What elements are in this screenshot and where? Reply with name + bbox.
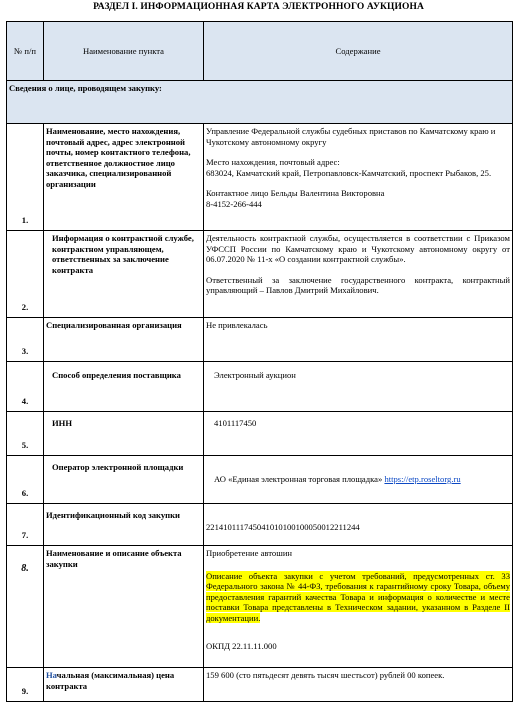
row-content: 159 600 (сто пятьдесят девять тысяч шестьсот) рублей 00 копеек.	[204, 668, 513, 702]
document-title: РАЗДЕЛ I. ИНФОРМАЦИОННАЯ КАРТА ЭЛЕКТРОННОГО АУКЦИОНА	[93, 2, 424, 12]
row-number: 7.	[21, 529, 29, 540]
contact-person: Контактное лицо Бельды Валентина Викторовна	[206, 188, 385, 198]
table-row	[7, 504, 513, 546]
row-name: Специализированная организация	[44, 318, 204, 362]
okpd-code: ОКПД 22.11.11.000	[206, 641, 277, 651]
row-content	[204, 456, 513, 504]
table-row	[7, 412, 513, 456]
object-title: Приобретение автошин	[206, 548, 293, 558]
table-row	[7, 456, 513, 504]
row-content: 221410111745041010100100050012211244	[204, 504, 513, 546]
table-row	[7, 124, 513, 231]
row-name-rest: чальная (максимальная) цена контракта	[46, 670, 175, 691]
header-content: Содержание	[204, 22, 513, 81]
row-name: ИНН	[44, 412, 204, 456]
contract-service-text: Деятельность контрактной службы, осуществляется в соответствии с Приказом УФССП России по Камчатскому краю и Чукотскому автономному округу от 06.07.2020 № 11-х «О создании контрактной службы».	[206, 233, 510, 264]
table-row	[7, 668, 513, 702]
info-card-table	[6, 21, 513, 702]
row-number: 1.	[21, 214, 29, 225]
address-label: Место нахождения, почтовый адрес:	[206, 157, 340, 167]
object-description: Описание объекта закупки с учетом требований, предусмотренных ст. 33 Федерального закона № 44-ФЗ, требования к гарантийному сроку Товара, объему предоставления гарантий качества Товара и информация о количестве и месте поставки Товара представлены в Техническом задании, указанном в Разделе II документации.	[206, 570, 510, 623]
customer-org: Управление Федеральной службы судебных приставов по Камчатскому краю и Чукотскому автономному округу	[206, 126, 496, 147]
row-number: 9.	[21, 685, 29, 696]
row-name: Информация о контрактной службе, контрактном управляющем, ответственных за заключение контракта	[44, 231, 204, 318]
header-num: № п/п	[7, 22, 44, 81]
header-name: Наименование пункта	[44, 22, 204, 81]
row-name: Оператор электронной площадки	[44, 456, 204, 504]
table-row	[7, 362, 513, 412]
row-content: 4101117450	[204, 412, 513, 456]
section-row	[7, 81, 513, 124]
section-title: Сведения о лице, проводящем закупку:	[7, 81, 513, 124]
row-content: Не привлекалась	[204, 318, 513, 362]
table-row	[7, 546, 513, 668]
row-number: 6.	[21, 487, 29, 498]
row-content	[204, 546, 513, 668]
row-content	[204, 124, 513, 231]
row-number: 5.	[21, 439, 29, 450]
operator-name: АО «Единая электронная торговая площадка»	[214, 474, 383, 484]
row-number: 4.	[21, 395, 29, 406]
operator-link[interactable]: https://etp.roseltorg.ru	[384, 474, 461, 484]
row-name	[44, 668, 204, 702]
row-number: 2.	[21, 301, 29, 312]
row-name-first: На	[46, 670, 57, 680]
table-row	[7, 231, 513, 318]
row-name: Наименование, место нахождения, почтовый адрес, адрес электронной почты, номер контактного телефона, ответственное должностное лицо заказчика, специализированной организации	[44, 124, 204, 231]
row-number: 8.	[21, 563, 29, 574]
contract-manager-text: Ответственный за заключение государственного контракта, контрактный управляющий – Павлов Дмитрий Михайлович.	[206, 274, 510, 295]
table-row	[7, 318, 513, 362]
row-name: Способ определения поставщика	[44, 362, 204, 412]
address-value: 683024, Камчатский край, Петропавловск-Камчатский, проспект Рыбаков, 25.	[206, 167, 492, 178]
row-content	[204, 231, 513, 318]
contact-phone: 8-4152-266-444	[206, 198, 262, 209]
row-number: 3.	[21, 345, 29, 356]
row-name: Идентификационный код закупки	[44, 504, 204, 546]
row-content: Электронный аукцион	[204, 362, 513, 412]
table-header-row	[7, 22, 513, 81]
row-name: Наименование и описание объекта закупки	[44, 546, 204, 668]
